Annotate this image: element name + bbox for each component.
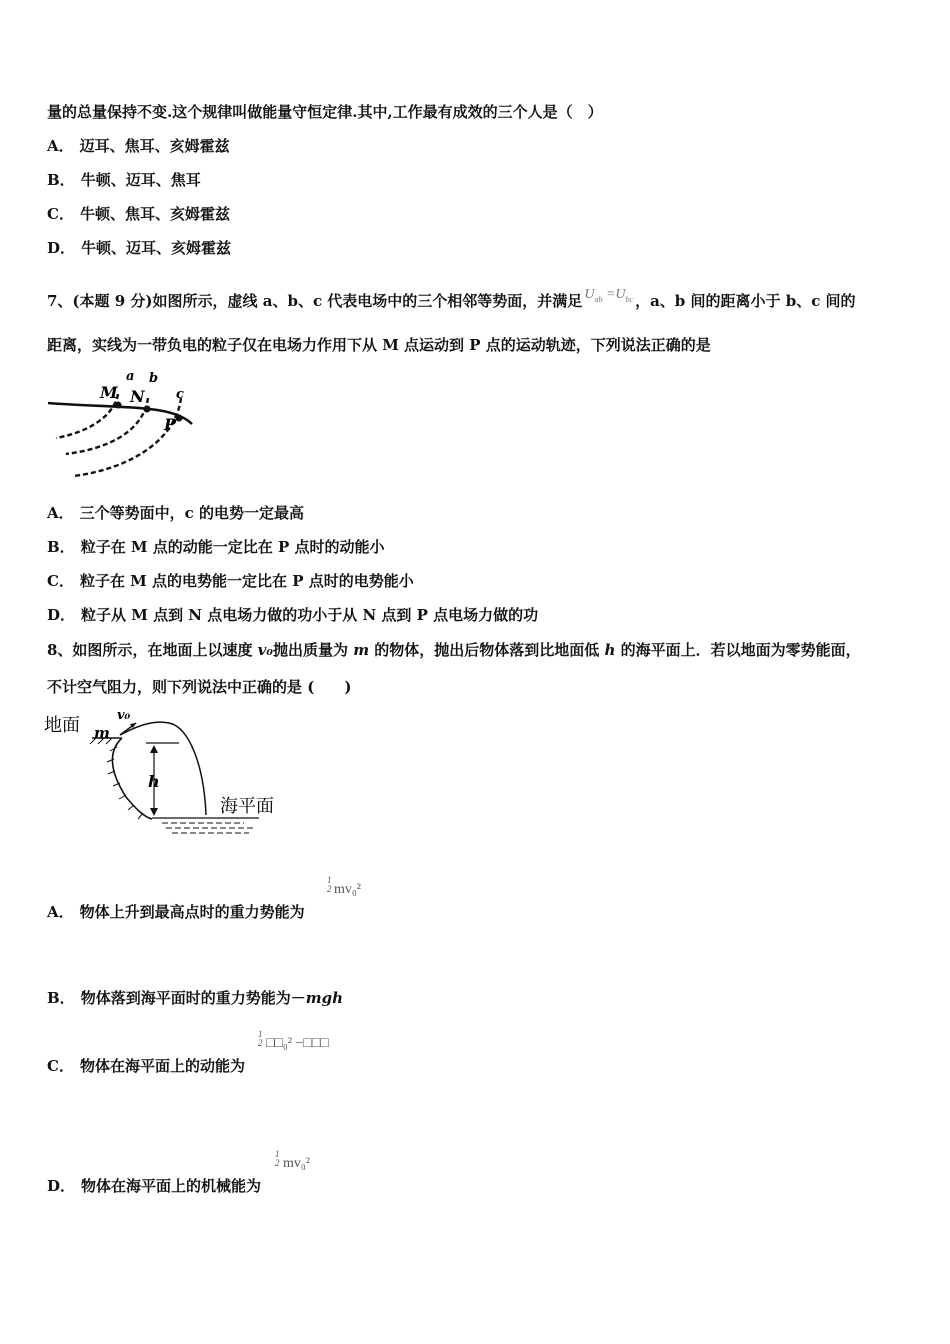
option-label: A．	[47, 903, 74, 921]
var-v0: v₀	[257, 641, 273, 659]
option-text: 粒子在 M 点的电势能一定比在 P 点时的电势能小	[79, 572, 414, 590]
option-text: 牛顿、迈耳、焦耳	[80, 171, 201, 189]
option-text: 物体上升到最高点时的重力势能为	[79, 903, 305, 921]
option-tail: mgh	[305, 989, 343, 1007]
q8-option-d	[47, 1176, 261, 1196]
label-m: M	[100, 383, 118, 402]
point-p	[176, 415, 183, 422]
option-text: 迈耳、焦耳、亥姆霍兹	[79, 137, 230, 155]
q7-stem-part1: 7、(本题 9 分)如图所示，虚线 a、b、c 代表电场中的三个相邻等势面，并满足	[47, 292, 583, 310]
formula-d-body: mv₀²	[283, 1156, 310, 1171]
q7-option-c	[47, 571, 414, 591]
q7-stem-line1	[47, 285, 856, 311]
label-n: N	[130, 387, 145, 406]
q7-option-b	[47, 537, 384, 557]
q8-projectile-figure	[44, 705, 289, 845]
option-text: 牛顿、迈耳、亥姆霍兹	[81, 239, 232, 257]
option-label: A．	[47, 504, 74, 522]
q6-option-b	[47, 170, 201, 190]
option-label: D．	[47, 1177, 76, 1195]
label-b: b	[149, 371, 159, 386]
q8-option-a	[47, 902, 305, 922]
option-text: 粒子从 M 点到 N 点电场力做的功小于从 N 点到 P 点电场力做的功	[81, 606, 539, 624]
label-ground: 地面	[44, 715, 80, 736]
projectile-path	[120, 722, 206, 815]
q7-option-d	[47, 605, 538, 625]
var-m: m	[353, 641, 370, 659]
q8-stem-line2: 不计空气阻力，则下列说法中正确的是 ( )	[47, 678, 352, 696]
formula-d: 1 2	[275, 1149, 280, 1168]
q6-option-c	[47, 204, 230, 224]
option-label: B．	[47, 989, 75, 1007]
point-m	[115, 402, 122, 409]
option-label: A．	[47, 137, 74, 155]
q6-option-d	[47, 238, 231, 258]
q8-stem-line1: 8、如图所示，在地面上以速度 v₀抛出质量为 m 的物体，抛出后物体落到比地面低 h 的海平面上．若以地面为零势能面，	[47, 641, 861, 659]
formula-c: 1 2	[258, 1029, 263, 1048]
option-label: B．	[47, 538, 75, 556]
option-label: D．	[47, 239, 76, 257]
label-p: P	[164, 415, 177, 434]
option-text: 三个等势面中，c 的电势一定最高	[79, 504, 304, 522]
option-label: C．	[47, 1057, 74, 1075]
option-label: D．	[47, 606, 76, 624]
potential-formula: $U_{ab} =U_{bc}$	[584, 287, 634, 304]
label-m: m	[94, 724, 110, 742]
q7-option-a	[47, 503, 304, 523]
option-text: 粒子在 M 点的动能一定比在 P 点时的动能小	[80, 538, 385, 556]
q7-stem-line2: 距离，实线为一带负电的粒子仅在电场力作用下从 M 点运动到 P 点的运动轨迹，下列说法正确的是	[47, 336, 711, 354]
equipotential-c	[74, 398, 181, 476]
option-label: C．	[47, 205, 74, 223]
var-h: h	[604, 641, 616, 659]
label-sea: 海平面	[220, 796, 274, 817]
formula-a-body: mv₀²	[334, 882, 361, 897]
q8-option-c	[47, 1056, 245, 1076]
sea-water	[162, 823, 254, 833]
q7-stem-part2: ，a、b 间的距离小于 b、c 间的	[635, 292, 856, 310]
label-h: h	[148, 772, 160, 791]
label-c: c	[176, 387, 184, 402]
formula-a: 1 2	[327, 875, 332, 894]
label-v0: v₀	[117, 708, 131, 723]
option-label: C．	[47, 572, 74, 590]
point-n	[144, 406, 151, 413]
option-label: B．	[47, 171, 75, 189]
formula-c-body: □□₀² −□□□	[266, 1036, 329, 1051]
q8-option-b	[47, 988, 343, 1008]
q6-stem-tail: 量的总量保持不变.这个规律叫做能量守恒定律.其中,工作最有成效的三个人是（ ）	[47, 103, 603, 121]
label-a: a	[126, 369, 135, 384]
q6-option-a	[47, 136, 230, 156]
option-text: 物体在海平面上的动能为	[79, 1057, 245, 1075]
option-text: 牛顿、焦耳、亥姆霍兹	[79, 205, 230, 223]
option-text: 物体在海平面上的机械能为	[81, 1177, 262, 1195]
q7-field-figure	[44, 368, 204, 483]
option-text: 物体落到海平面时的重力势能为－	[80, 989, 306, 1007]
